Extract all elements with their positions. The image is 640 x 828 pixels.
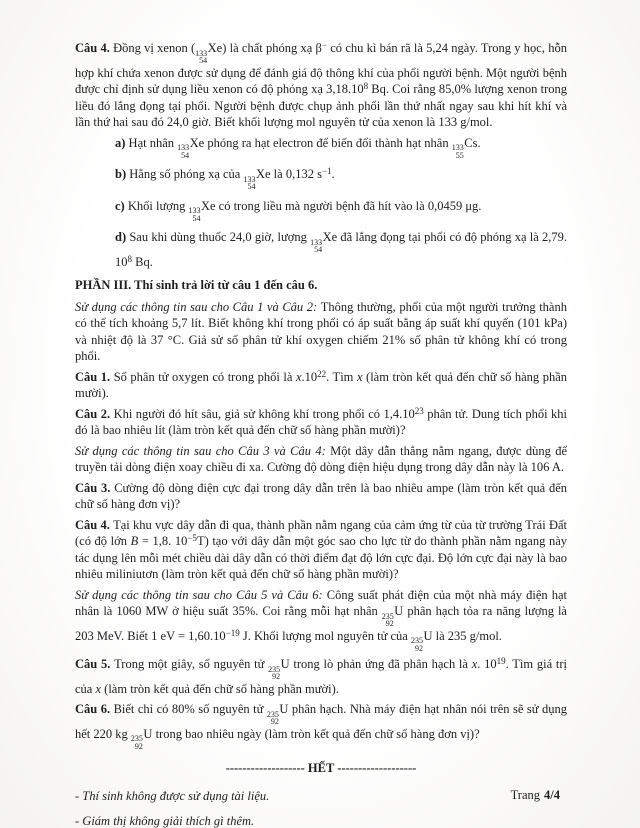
text-segment: (làm tròn kết quả đến chữ số hàng phần mười). [75,369,568,400]
nuclide-notation: 235 92 U [266,702,289,726]
text-segment: . Tìm giá trị của [75,657,567,696]
text-segment: Hằng số phóng xạ của [129,167,244,181]
text-segment: Thông thường, phổi của một người trưởng thành có thể tích khoảng 5,7 lít. Biết không khí trong phổi có áp suất bằng áp suất khí quyển (101 kPa) và nhiệt độ là 37 °C. Giả sử số phân tử khí oxygen chiếm 21% số phân tử không khí có trong phổi. [75,299,567,363]
text-segment: Biết chỉ có 80% số nguyên tử [113,702,267,716]
text-segment: là 235 g/mol. [432,628,502,643]
text-segment: . [331,167,335,181]
nuclide-notation: 133 54 Xe [177,135,205,160]
text-segment: đã lắng đọng tại phổi có độ phóng xạ là 2,79. 10 [115,230,567,269]
text-segment: = 1,8. 10 [138,534,188,548]
text-segment: Sau khi dùng thuốc 24,0 giờ, lượng [129,230,311,244]
text-segment: b) [115,167,130,181]
part3-heading [75,277,567,294]
text-segment: Bq. Coi rằng 85,0% lượng xenon trong liều đó lắng đọng tại phổi. Người bệnh được chụp ảnh phổi lần thứ nhất ngay sau khi hít khí và lần thứ hai sau đó 24,0 giờ. Biết khối lượng mol nguyên tử của xenon là 133 g/mol. [75,82,567,129]
text-segment: Câu 5. [75,657,115,671]
option-a [115,135,567,160]
page-number [511,788,560,803]
text-segment: Đồng vị xenon ( [113,41,196,55]
text-segment: trong lò phản ứng đã phân hạch là [289,657,472,671]
text-segment: trong bao nhiêu ngày (làm tròn kết quả đến chữ số hàng đơn vị)? [152,726,480,741]
text-segment: . [477,135,481,150]
text-segment: a) [115,135,129,150]
text-segment: Khối lượng [127,198,189,213]
text-segment: - Thí sinh không được sử dụng tài liệu. [75,788,270,803]
text-segment: (làm tròn kết quả đến chữ số hàng phần mười). [101,681,339,696]
text-segment: ) là chất phóng xạ β [222,41,322,55]
nuclide-notation: 133 54 Xe [243,167,271,191]
text-segment: J. Khối lượng mol nguyên tử của [239,628,411,643]
text-segment: Sử dụng các thông tin sau cho Câu 1 và Câu 2: [75,299,321,314]
text-segment: Sử dụng các thông tin sau cho Câu 3 và Câu 4: [75,443,331,458]
text-segment: là 0,132 s [270,167,322,181]
text-segment: Câu 6. [75,702,114,716]
page-number-label: Trang [510,788,541,802]
superscript: − [321,40,327,50]
nuclide-notation: 133 54 Xe [195,41,223,65]
question-2 [75,406,567,439]
text-segment: ------------------- HẾT ------------------- [225,761,417,775]
note-proctor [75,813,567,828]
text-segment: Câu 4. [75,517,114,532]
text-segment: . 10 [477,657,497,671]
text-segment: x [95,681,102,696]
text-segment: Khi người đó hít sâu, giả sử không khí trong phổi có 1,4.10 [113,406,415,421]
text-segment: phân hạch. Nhà máy điện hạt nhân nói trên sẽ sử dụng hết 220 kg [75,702,567,741]
nuclide-notation: 235 92 U [381,604,404,628]
text-segment: d) [115,230,130,244]
text-segment: Hạt nhân [128,135,178,150]
text-segment: B [130,534,139,548]
note-no-materials [75,788,567,805]
text-segment: Câu 3. [75,480,115,495]
text-segment: Câu 4. [75,41,114,55]
superscript: −5 [187,533,197,543]
question-5 [75,656,567,697]
document-body [75,40,567,828]
option-b [115,166,567,191]
text-segment: Số phân tử oxygen có trong phổi là [113,369,296,384]
text-segment: Trong một giây, số nguyên tử [114,657,269,671]
text-segment: . Tìm [326,369,357,384]
superscript: 19 [496,656,506,666]
question-1 [75,369,567,402]
text-segment: x [471,657,478,671]
text-segment: x [295,369,302,384]
text-segment: phân tử. Dung tích phổi khi đó là bao nhiêu lít (làm tròn kết quả đến chữ số hàng phần mười)? [75,406,568,437]
text-segment: Sử dụng các thông tin sau cho Câu 5 và Câu 6: [75,587,327,602]
nuclide-notation: 133 54 Xe [310,230,338,254]
info-cau3-cau4 [75,443,567,476]
text-segment: phân hạch tỏa ra năng lượng là 203 MeV. Biết 1 eV = 1,60.10 [75,604,567,643]
text-segment: x [356,369,363,384]
page-number-value: 4/4 [544,788,560,802]
nuclide-notation: 235 92 U [410,628,433,653]
option-d [115,229,567,270]
text-segment: Công suất phát điện của một nhà máy điện hạt nhân là 1060 MW ở hiệu suất 35%. Coi rằng mỗi hạt nhân [75,587,567,618]
text-segment: Cường độ dòng điện cực đại trong dây dẫn trên là bao nhiêu ampe (làm tròn kết quả đến chữ số hàng đơn vị)? [75,480,567,511]
nuclide-notation: 235 92 U [268,657,290,681]
text-segment: c) [115,198,128,213]
superscript: 22 [317,368,327,379]
end-marker [75,760,567,777]
text-segment: có chu kì bán rã là 5,24 ngày. Trong y học, hỗn hợp khí chứa xenon được sử dụng để đánh giá độ thông khí của phổi người bệnh. Một người bệnh được chỉ định sử dụng liều xenon có độ phóng xạ 3,18.10 [75,41,567,96]
text-segment: PHẦN III. Thí sinh trả lời từ câu 1 đến câu 6. [75,278,318,292]
nuclide-notation: 133 54 Xe [188,198,216,223]
superscript: −1 [321,166,332,176]
text-segment: .10 [301,369,318,384]
text-segment: Tại khu vực dây dẫn đi qua, thành phần nằm ngang của cảm ứng từ của từ trường Trái Đất (có độ lớn [75,517,567,548]
nuclide-notation: 133 55 Cs [451,135,478,160]
superscript: 8 [127,253,132,264]
text-segment: Câu 1. [75,369,114,384]
text-segment: Một dây dẫn thẳng nằm ngang, được dùng để truyền tải dòng điện xoay chiều đi xa. Cường độ dòng điện hiệu dụng trong dây dẫn này là 106 A. [75,443,567,474]
superscript: 23 [414,405,424,416]
question-3 [75,480,567,513]
info-cau5-cau6 [75,587,567,653]
text-segment: có trong liều mà người bệnh đã hít vào là 0,0459 μg. [215,198,482,213]
text-segment: Bq. [132,254,153,269]
text-segment: Câu 2. [75,406,114,421]
superscript: −19 [225,627,240,638]
nuclide-notation: 235 92 U [130,726,153,751]
text-segment: - Giám thị không giải thích gì thêm. [75,814,255,828]
info-cau1-cau2 [75,299,567,365]
text-segment: phóng ra hạt electron để biến đổi thành hạt nhân [204,135,452,150]
question-4 [75,517,567,583]
option-c [115,198,567,223]
question-6 [75,701,567,750]
superscript: 8 [363,81,369,91]
question-4-mc-stem [75,40,567,131]
text-segment: T) tạo với dây dẫn một góc sao cho lực từ do thành phần nằm ngang này tác dụng lên mỗi mét chiều dài dây dẫn có thời điểm đạt độ lớn cực đại. Độ lớn cực đại này là bao nhiêu miliniutơn (làm tròn kết quả đến chữ số hàng phần mười)? [75,534,567,581]
